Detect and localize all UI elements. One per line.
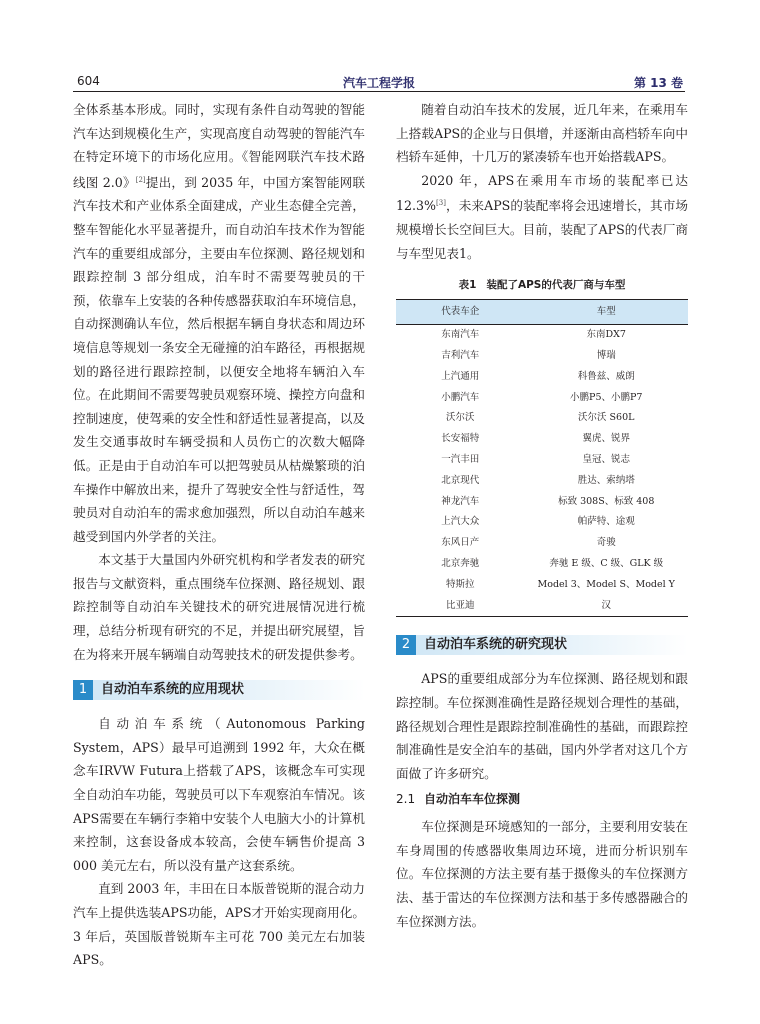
- table-row: 北京奔驰 奔驰 E 级、C 级、GLK 级: [441, 557, 664, 569]
- table-row: 北京现代 胜达、索纳塔: [441, 474, 635, 486]
- section-number: 2: [396, 635, 416, 655]
- running-header: [73, 70, 685, 90]
- paragraph: 本文基于大量国内外研究机构和学者发表的研究报告与文献资料，重点围绕车位探测、路径规划、跟踪控制等自动泊车关键技术的研究进展情况进行梳理，总结分析现有研究的不足，并提出研究展望，旨在为将来开展车辆端自动驾驶技术的研发提供参考。: [73, 552, 365, 662]
- citation: [2]: [135, 175, 146, 184]
- table-row: 东风日产 奇骏: [441, 537, 616, 549]
- paragraph: 车位探测是环境感知的一部分，主要利用安装在车身周围的传感器收集周边环境，进而分析识别车位。车位探测的方法主要有基于摄像头的车位探测方法、基于雷达的车位探测方法和基于多传感器融合的车位探测方法。: [396, 819, 688, 929]
- table-row: 上汽通用 科鲁兹、威朗: [441, 370, 635, 382]
- left-column: [73, 98, 365, 972]
- table-header-cell: 车型: [524, 300, 688, 325]
- section-title: 自动泊车系统的研究现状: [424, 637, 568, 653]
- page-number: 604: [77, 74, 100, 88]
- table-caption: [396, 277, 688, 293]
- paragraph: 直到 2003 年，丰田在日本版普锐斯的混合动力汽车上提供选装APS功能，APS才开始实现商用化。3 年后，英国版普锐斯车主可花 700 美元左右加装APS。: [73, 881, 365, 968]
- table-row: 上汽大众 帕萨特、途观: [441, 516, 635, 528]
- paragraph: 自动泊车系统（Autonomous Parking System，APS）最早可追溯到 1992 年，大众在概念车IRVW Futura上搭载了APS，该概念车可实现全自动泊车功能，驾驶员可以下车观察泊车情况。该APS需要在车辆行李箱中安装个人电脑大小的计算机来控制，这套设备成本较高，会使车辆售价提高 3 000 美元左右，所以没有量产这套系统。: [73, 716, 365, 873]
- subsection-number: 2.1: [396, 792, 416, 807]
- volume-label: 第 13 卷: [633, 76, 683, 90]
- table-header-cell: 代表车企: [396, 300, 524, 325]
- paragraph: APS的重要组成部分为车位探测、路径规划和跟踪控制。车位探测准确性是路径规划合理性的基础，路径规划合理性是跟踪控制准确性的基础，而跟踪控制准确性是安全泊车的基础，国内外学者对这几个方面做了许多研究。: [396, 671, 688, 781]
- table-row: 比亚迪 汉: [445, 599, 611, 611]
- table-row: 沃尔沃 沃尔沃 S60L: [445, 412, 635, 424]
- table-row: 一汽丰田 皇冠、锐志: [441, 453, 630, 465]
- table-number: 表1: [458, 279, 477, 292]
- table-row: 小鹏汽车 小鹏P5、小鹏P7: [441, 391, 643, 403]
- table-row: 特斯拉 Model 3、Model S、Model Y: [445, 578, 675, 590]
- table-row: 神龙汽车 标致 308S、标致 408: [441, 495, 655, 507]
- paragraph: 全体系基本形成。同时，实现有条件自动驾驶的智能汽车达到规模化生产，实现高度自动驾驶的智能汽车在特定环境下的市场化应用。《智能网联汽车技术路线图 2.0》[2]提出，到 2035 年，中国方案智能网联汽车技术和产业体系全面建成，产业生态健全完善，整车智能化水平显著提升，而自动泊车技术作为智能汽车的重要组成部分，主要由车位探测、路径规划和跟踪控制 3 部分组成，泊车时不需要驾驶员的干预，依靠车上安装的各种传感器获取泊车环境信息，自动探测确认车位，然后根据车辆自身状态和周边环境信息等规划一条安全无碰撞的泊车路径，再根据规划的路径进行跟踪控制，以便安全地将车辆泊入车位。在此期间不需要驾驶员观察环境、操控方向盘和控制速度，使驾乘的安全性和舒适性显著提高，以及发生交通事故时车辆受损和人员伤亡的次数大幅降低。正是由于自动泊车可以把驾驶员从枯燥繁琐的泊车操作中解放出来，提升了驾驶安全性与舒适性，驾驶员对自动泊车的需求愈加强烈，所以自动泊车越来越受到国内外学者的关注。: [73, 102, 365, 544]
- car-table: [396, 299, 688, 617]
- table-row: 东南汽车 东南DX7: [441, 329, 626, 341]
- right-column: [396, 98, 688, 933]
- table-row: 吉利汽车 博瑞: [441, 349, 616, 361]
- journal-title: 汽车工程学报: [342, 76, 415, 90]
- section-number: 1: [73, 680, 93, 700]
- subsection-title: 自动泊车车位探测: [424, 792, 521, 807]
- section-heading: [396, 635, 688, 655]
- section-heading: [73, 680, 365, 700]
- section-title: 自动泊车系统的应用现状: [101, 682, 245, 698]
- subsection-heading: [396, 789, 688, 809]
- table-title: 装配了APS的代表厂商与车型: [486, 279, 626, 292]
- header-rule: [73, 91, 685, 92]
- paragraph: 随着自动泊车技术的发展，近几年来，在乘用车上搭载APS的企业与日俱增，并逐渐由高档轿车向中档轿车延伸，十几万的紧凑轿车也开始搭载APS。: [396, 102, 688, 165]
- citation: [3]: [436, 199, 446, 208]
- paragraph: 2020 年，APS在乘用车市场的装配率已达12.3%[3]，未来APS的装配率将会迅速增长，其市场规模增长长空间巨大。目前，装配了APS的代表厂商与车型见表1。: [396, 172, 688, 261]
- table-row: 长安福特 翼虎、锐界: [441, 433, 630, 445]
